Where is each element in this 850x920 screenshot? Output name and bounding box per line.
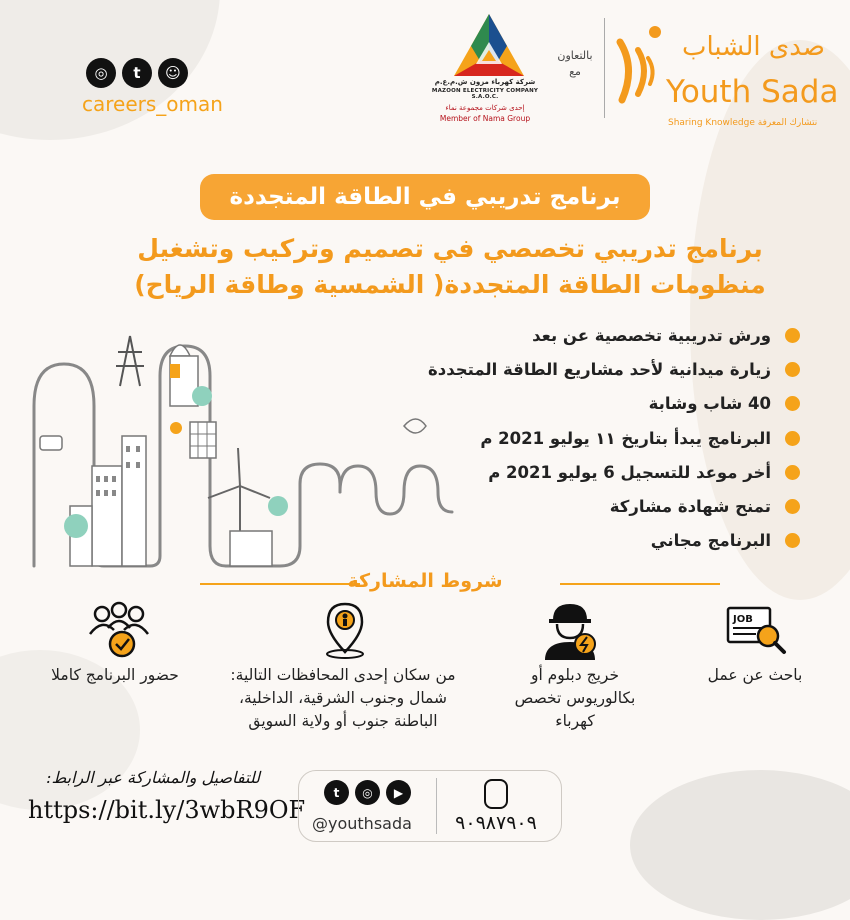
condition-text-job-seeker: باحث عن عمل <box>707 666 803 684</box>
bullet-dot-icon <box>785 396 800 411</box>
program-subtitle-line1: برنامج تدريبي تخصصي في تصميم وتركيب وتشغيل <box>137 234 763 263</box>
list-item <box>380 524 800 558</box>
collab-text: بالتعاون مع <box>557 49 593 78</box>
brand-name-ar: صدى الشباب <box>682 32 825 62</box>
program-title-pill: برنامج تدريبي في الطاقة المتجددة <box>200 174 650 220</box>
group-check-icon <box>84 600 154 660</box>
list-item <box>380 318 800 352</box>
program-features-list <box>380 318 800 558</box>
engineer-icon <box>535 600 605 660</box>
registration-link[interactable]: https://bit.ly/3wbR9OF <box>28 796 306 824</box>
condition-text-attendance: حضور البرنامج كاملا <box>51 666 179 684</box>
list-item <box>380 421 800 455</box>
phone-number[interactable]: ٩٠٩٨٧٩٠٩ <box>455 812 537 834</box>
youth-sada-logo-icon <box>610 20 670 120</box>
mazoon-logo-icon <box>452 12 527 82</box>
social-handle[interactable]: careers_oman <box>82 92 223 116</box>
job-search-icon <box>722 600 792 660</box>
condition-text-residence: من سكان إحدى المحافظات التالية: شمال وجنوب الشرقية، الداخلية، الباطنة جنوب أو ولاية السويق <box>230 666 456 730</box>
list-item <box>380 455 800 489</box>
partner-group-en: Member of Nama Group <box>439 114 531 123</box>
bullet-dot-icon <box>785 328 800 343</box>
partner-name-en: MAZOON ELECTRICITY COMPANY S.A.O.C. <box>431 88 539 100</box>
bullet-dot-icon <box>785 465 800 480</box>
program-subtitle-line2: منظومات الطاقة المتجددة( الشمسية وطاقة الرياح) <box>134 270 766 299</box>
partner-name-ar: شركة كهرباء مزون ش.م.ع.م <box>434 78 536 86</box>
feature-text: زيارة ميدانية لأحد مشاريع الطاقة المتجددة <box>427 359 771 379</box>
feature-text: تمنح شهادة مشاركة <box>609 497 771 517</box>
feature-text: البرنامج مجاني <box>650 531 771 551</box>
bg-shape-bottom-right <box>630 770 850 920</box>
twitter-icon[interactable]: t <box>324 780 349 805</box>
conditions-title: شروط المشاركة <box>347 570 503 592</box>
bullet-dot-icon <box>785 362 800 377</box>
instagram-icon[interactable]: ◎ <box>355 780 380 805</box>
feature-text: أخر موعد للتسجيل 6 يوليو 2021 م <box>488 462 771 482</box>
header-divider <box>604 18 605 118</box>
youtube-icon[interactable]: ▶ <box>386 780 411 805</box>
bullet-dot-icon <box>785 431 800 446</box>
location-person-icon <box>310 600 380 660</box>
twitter-icon[interactable]: t <box>122 58 152 88</box>
social-icons-top <box>86 58 188 88</box>
brand-tagline: Sharing Knowledge نتشارك المعرفة <box>668 118 818 128</box>
footer-divider <box>436 778 437 834</box>
details-text: للتفاصيل والمشاركة عبر الرابط: <box>46 768 260 787</box>
bullet-dot-icon <box>785 499 800 514</box>
partner-group-ar: إحدى شركات مجموعة نماء <box>445 104 525 112</box>
snapchat-icon[interactable]: ☺ <box>158 58 188 88</box>
instagram-icon[interactable]: ◎ <box>86 58 116 88</box>
phone-icon <box>484 779 508 809</box>
list-item <box>380 489 800 523</box>
list-item <box>380 387 800 421</box>
feature-text: ورش تدريبية تخصصية عن بعد <box>532 325 771 345</box>
footer-social-icons <box>324 780 411 805</box>
footer-handle[interactable]: @youthsada <box>312 814 412 833</box>
feature-text: البرنامج يبدأ بتاريخ ١١ يوليو 2021 م <box>480 428 771 448</box>
brand-name-en: Youth Sada <box>666 74 839 110</box>
feature-text: 40 شاب وشابة <box>648 394 771 414</box>
bullet-dot-icon <box>785 533 800 548</box>
condition-text-graduate: خريج دبلوم أو بكالوريوس تخصص كهرباء <box>514 666 636 730</box>
list-item <box>380 352 800 386</box>
svg-text:JOB: JOB <box>733 614 753 625</box>
